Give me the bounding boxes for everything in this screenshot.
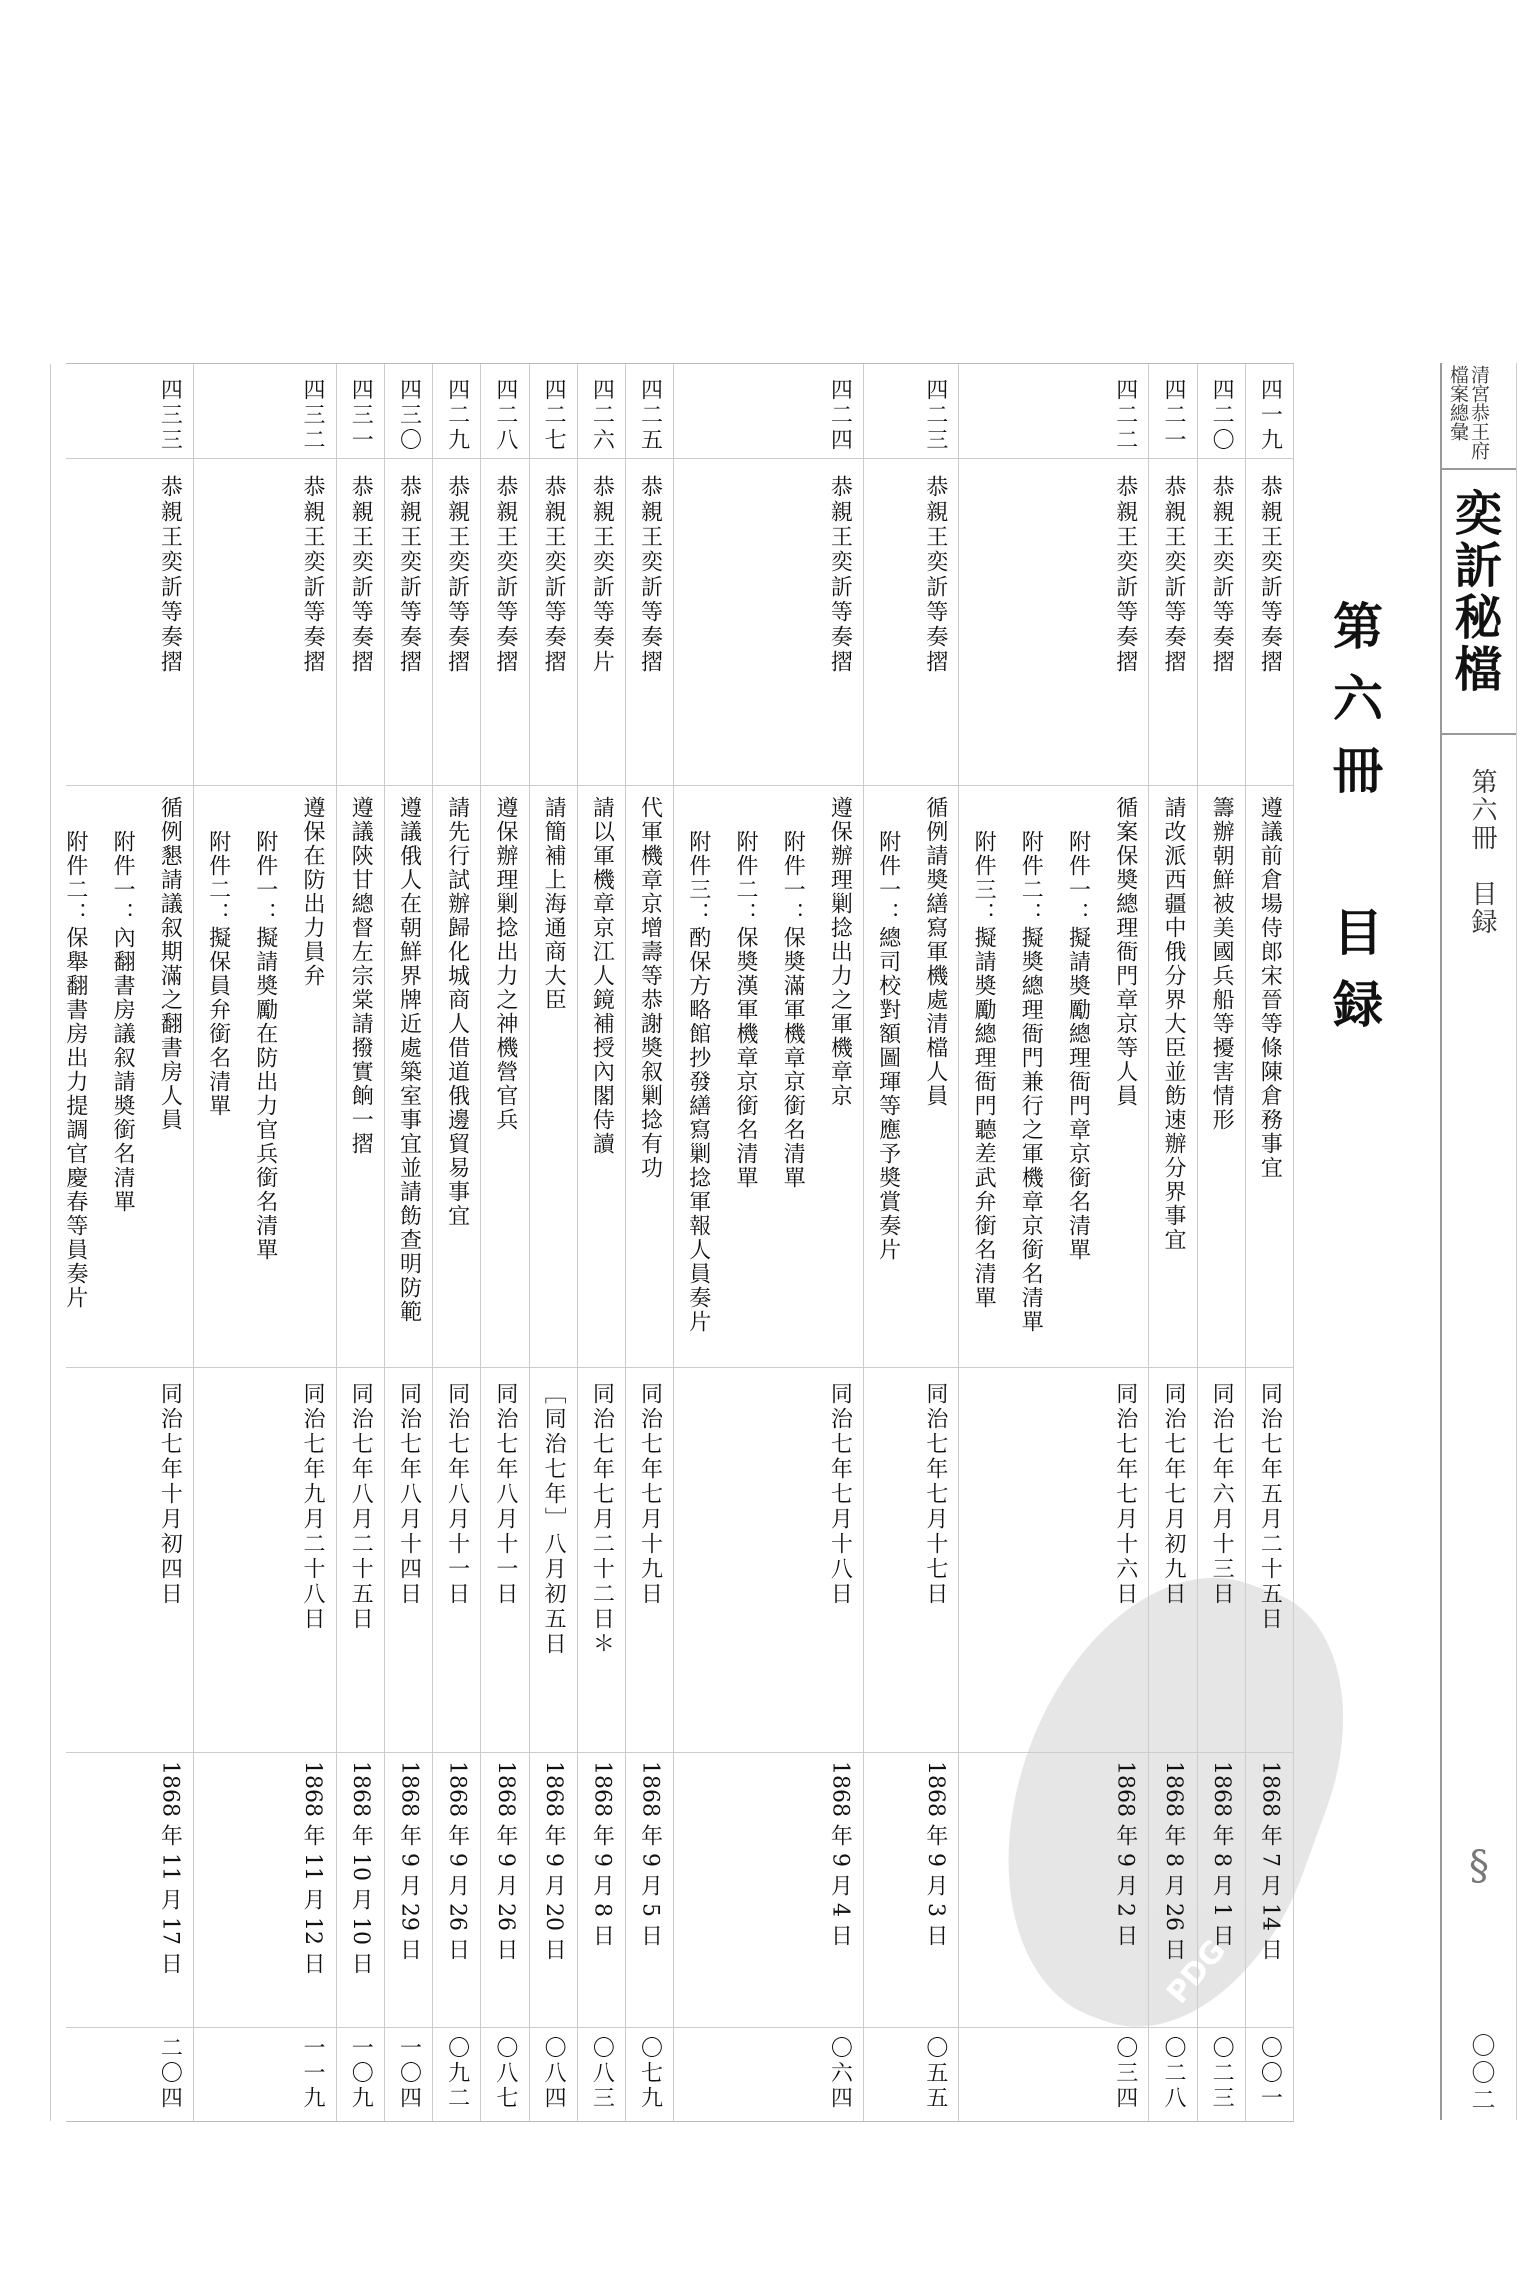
document-type: 恭親王奕訢等奏摺 (492, 475, 518, 675)
page-reference: 一一九 (300, 2036, 326, 2111)
document-subject: 遵議陝甘總督左宗棠請撥實餉一摺 (348, 796, 374, 1156)
page-reference-cell (626, 2028, 673, 2121)
document-subject-cell (1149, 786, 1196, 1368)
date-chinese-cell (1149, 1368, 1196, 1753)
entry-main-column (530, 364, 577, 2121)
page-reference: 〇〇一 (1257, 2036, 1283, 2111)
library-seal-watermark: PDG (950, 1533, 1389, 2068)
document-type-cell (433, 459, 480, 786)
attachment-column (1007, 364, 1054, 2121)
date-western-cell (146, 1753, 193, 2028)
date-western: 1868 年 9 月 3 日 (922, 1761, 948, 1946)
document-subject-cell (337, 786, 384, 1368)
attachment-title: 附件二：擬保員弁銜名清單 (205, 830, 231, 1118)
document-number: 四三一 (348, 378, 374, 453)
table-row[interactable] (1197, 364, 1245, 2121)
date-chinese: 同治七年八月十一日 (444, 1382, 470, 1607)
table-row[interactable] (432, 364, 480, 2121)
document-type: 恭親王奕訢等奏摺 (348, 475, 374, 675)
document-type: 恭親王奕訢等奏摺 (157, 475, 183, 675)
attachment-title-cell (864, 786, 911, 1368)
document-type: 恭親王奕訢等奏摺 (827, 475, 853, 675)
attachment-title-cell (99, 786, 146, 1368)
attachment-column (1054, 364, 1101, 2121)
page-reference-cell (1149, 2028, 1196, 2121)
page-reference-cell (385, 2028, 432, 2121)
document-type: 恭親王奕訢等奏摺 (1160, 475, 1186, 675)
document-type: 恭親王奕訢等奏摺 (922, 475, 948, 675)
attachment-title: 附件二：保奬漢軍機章京銜名清單 (732, 830, 758, 1190)
date-western: 1868 年 9 月 20 日 (541, 1761, 567, 1960)
document-number: 四一九 (1257, 378, 1283, 453)
attachment-column (721, 364, 768, 2121)
document-number: 四二九 (444, 378, 470, 453)
attachment-column (674, 364, 721, 2121)
date-chinese-cell (288, 1368, 335, 1753)
attachment-column (864, 364, 911, 2121)
document-subject: 循案保奬總理衙門章京等人員 (1112, 796, 1138, 1108)
document-subject: 循例請奬繕寫軍機處清檔人員 (922, 796, 948, 1108)
document-subject: 遵保辦理剿捻出力之軍機章京 (827, 796, 853, 1108)
document-type-cell (1149, 459, 1196, 786)
document-subject-cell (146, 786, 193, 1368)
page-reference-cell (578, 2028, 625, 2121)
divider (1442, 468, 1516, 470)
document-subject-cell (385, 786, 432, 1368)
date-chinese-cell (433, 1368, 480, 1753)
date-western-cell (911, 1753, 958, 2028)
table-row[interactable] (577, 364, 625, 2121)
page-reference: 二〇四 (157, 2036, 183, 2111)
document-number-cell (288, 364, 335, 459)
date-western: 1868 年 8 月 26 日 (1160, 1761, 1186, 1960)
table-row[interactable] (336, 364, 384, 2121)
date-western-cell (578, 1753, 625, 2028)
date-western-cell (337, 1753, 384, 2028)
date-chinese-cell (146, 1368, 193, 1753)
entry-main-column (1101, 364, 1148, 2121)
table-row[interactable] (1148, 364, 1196, 2121)
series-title (1448, 365, 1488, 460)
date-chinese: 同治七年七月十八日 (827, 1382, 853, 1607)
date-chinese: 同治七年八月二十五日 (348, 1382, 374, 1632)
attachment-title-cell (721, 786, 768, 1368)
page-reference-cell (146, 2028, 193, 2121)
document-type: 恭親王奕訢等奏摺 (1112, 475, 1138, 675)
page-reference-cell (1198, 2028, 1245, 2121)
document-number: 四二〇 (1209, 378, 1235, 453)
entry-main-column (1246, 364, 1293, 2121)
date-chinese: 同治七年九月二十八日 (300, 1382, 326, 1632)
document-subject: 循例懇請議叙期滿之翻書房人員 (157, 796, 183, 1132)
table-row[interactable] (193, 364, 336, 2121)
date-western: 1868 年 8 月 1 日 (1209, 1761, 1235, 1946)
document-number: 四二二 (1112, 378, 1138, 453)
page-title (1318, 600, 1384, 1050)
attachment-title-cell (241, 786, 288, 1368)
contents-heading: 目録 (1325, 906, 1384, 1050)
page-reference: 〇八七 (492, 2036, 518, 2111)
volume-label: 第六冊 目録 (1467, 768, 1497, 936)
document-number: 四二四 (827, 378, 853, 453)
document-number: 四三三 (157, 378, 183, 453)
page-reference-cell (288, 2028, 335, 2121)
attachment-title: 附件一：內翻書房議叙請奬銜名清單 (110, 830, 136, 1214)
document-type: 恭親王奕訢等奏摺 (1257, 475, 1283, 675)
date-western: 1868 年 9 月 29 日 (396, 1761, 422, 1960)
document-subject: 遵保在防出力員弁 (300, 796, 326, 988)
document-number: 四二六 (589, 378, 615, 453)
date-western: 1868 年 9 月 26 日 (444, 1761, 470, 1960)
attachment-column (99, 364, 146, 2121)
date-western-cell (626, 1753, 673, 2028)
date-chinese-cell (337, 1368, 384, 1753)
page-reference-cell (1246, 2028, 1293, 2121)
document-type-cell (578, 459, 625, 786)
date-western: 1868 年 11 月 17 日 (157, 1761, 183, 1974)
document-subject: 請先行試辦歸化城商人借道俄邊貿易事宜 (444, 796, 470, 1228)
document-type: 恭親王奕訢等奏摺 (444, 475, 470, 675)
date-western-cell (816, 1753, 863, 2028)
document-subject: 籌辦朝鮮被美國兵船等擾害情形 (1209, 796, 1235, 1132)
attachment-column (769, 364, 816, 2121)
entry-main-column (1198, 364, 1245, 2121)
attachment-column (959, 364, 1006, 2121)
date-western-cell (288, 1753, 335, 2028)
attachment-column (194, 364, 241, 2121)
attachment-column (51, 364, 98, 2121)
page-number: 〇〇二 (1467, 2033, 1495, 2114)
document-number-cell (1149, 364, 1196, 459)
attachment-title: 附件三：擬請奬勵總理衙門聽差武弁銜名清單 (971, 830, 997, 1310)
attachment-title: 附件二：保舉翻書房出力提調官慶春等員奏片 (62, 830, 88, 1310)
entry-main-column (146, 364, 193, 2121)
document-number-cell (385, 364, 432, 459)
document-subject-cell (288, 786, 335, 1368)
document-subject-cell (433, 786, 480, 1368)
document-subject-cell (1101, 786, 1148, 1368)
page-reference: 〇六四 (827, 2036, 853, 2111)
date-chinese: 同治七年八月十四日 (396, 1382, 422, 1607)
document-subject-cell (816, 786, 863, 1368)
date-chinese: 同治七年七月十七日 (922, 1382, 948, 1607)
document-subject-cell (1246, 786, 1293, 1368)
page-reference-cell (1101, 2028, 1148, 2121)
document-subject-cell (911, 786, 958, 1368)
contents-table (62, 363, 1294, 2122)
entry-main-column (816, 364, 863, 2121)
document-number: 四三〇 (396, 378, 422, 453)
table-row[interactable] (958, 364, 1148, 2121)
date-chinese-cell (530, 1368, 577, 1753)
table-row[interactable] (625, 364, 673, 2121)
document-number-cell (433, 364, 480, 459)
date-chinese-cell (385, 1368, 432, 1753)
date-western-cell (530, 1753, 577, 2028)
document-subject: 遵保辦理剿捻出力之神機營官兵 (492, 796, 518, 1132)
document-subject: 遵議俄人在朝鮮界牌近處築室事宜並請飭查明防範 (396, 796, 422, 1324)
entry-main-column (288, 364, 335, 2121)
date-chinese-cell (578, 1368, 625, 1753)
document-type-cell (385, 459, 432, 786)
document-type-cell (481, 459, 528, 786)
document-type-cell (1246, 459, 1293, 786)
page-reference-cell (433, 2028, 480, 2121)
page-reference: 〇八四 (541, 2036, 567, 2111)
document-type: 恭親王奕訢等奏摺 (637, 475, 663, 675)
document-number-cell (911, 364, 958, 459)
document-number-cell (481, 364, 528, 459)
date-western-cell (385, 1753, 432, 2028)
date-western-cell (433, 1753, 480, 2028)
entry-main-column (433, 364, 480, 2121)
document-type: 恭親王奕訢等奏摺 (1209, 475, 1235, 675)
document-type-cell (146, 459, 193, 786)
attachment-title-cell (1007, 786, 1054, 1368)
entry-main-column (481, 364, 528, 2121)
document-number: 四二三 (922, 378, 948, 453)
date-western: 1868 年 7 月 14 日 (1257, 1761, 1283, 1960)
attachment-title: 附件一：擬請奬勵總理衙門章京銜名清單 (1065, 830, 1091, 1262)
entry-main-column (385, 364, 432, 2121)
date-western-cell (1198, 1753, 1245, 2028)
document-subject: 請簡補上海通商大臣 (541, 796, 567, 1012)
entry-main-column (337, 364, 384, 2121)
entry-main-column (911, 364, 958, 2121)
document-type-cell (530, 459, 577, 786)
date-chinese-cell (1101, 1368, 1148, 1753)
document-type-cell (911, 459, 958, 786)
document-subject: 請以軍機章京江人鏡補授內閣侍讀 (589, 796, 615, 1156)
date-chinese: 同治七年八月十一日 (492, 1382, 518, 1607)
document-type: 恭親王奕訢等奏片 (589, 475, 615, 675)
document-number-cell (530, 364, 577, 459)
page-reference: 〇九二 (444, 2036, 470, 2111)
date-chinese: ［同治七年］八月初五日 (541, 1382, 567, 1657)
ornament-icon: § (1456, 1843, 1502, 1889)
document-type-cell (288, 459, 335, 786)
page-reference: 一〇四 (396, 2036, 422, 2111)
document-number-cell (1101, 364, 1148, 459)
attachment-title-cell (674, 786, 721, 1368)
document-number-cell (578, 364, 625, 459)
document-type-cell (337, 459, 384, 786)
attachment-title-cell (1054, 786, 1101, 1368)
page-reference: 〇二八 (1160, 2036, 1186, 2111)
attachment-title-cell (51, 786, 98, 1368)
document-type-cell (816, 459, 863, 786)
table-row[interactable] (529, 364, 577, 2121)
document-subject: 請改派西疆中俄分界大臣並飭速辦分界事宜 (1160, 796, 1186, 1252)
entry-main-column (578, 364, 625, 2121)
document-number: 四二八 (492, 378, 518, 453)
attachment-title-cell (194, 786, 241, 1368)
date-western: 1868 年 9 月 4 日 (827, 1761, 853, 1946)
document-number-cell (1198, 364, 1245, 459)
document-subject: 遵議前倉場侍郎宋晉等條陳倉務事宜 (1257, 796, 1283, 1180)
attachment-title: 附件二：擬奬總理衙門兼行之軍機章京銜名清單 (1018, 830, 1044, 1334)
attachment-title: 附件一：擬請奬勵在防出力官兵銜名清單 (252, 830, 278, 1262)
date-western: 1868 年 11 月 12 日 (300, 1761, 326, 1974)
date-chinese: 同治七年七月十九日 (637, 1382, 663, 1607)
document-type-cell (1198, 459, 1245, 786)
entry-main-column (626, 364, 673, 2121)
page-reference: 〇三四 (1112, 2036, 1138, 2111)
page-reference: 〇八三 (589, 2036, 615, 2111)
date-chinese-cell (481, 1368, 528, 1753)
date-western: 1868 年 9 月 2 日 (1112, 1761, 1138, 1946)
table-row[interactable] (1245, 364, 1294, 2121)
running-header (1440, 363, 1517, 2120)
page-reference: 一〇九 (348, 2036, 374, 2111)
document-type: 恭親王奕訢等奏摺 (541, 475, 567, 675)
date-western-cell (1149, 1753, 1196, 2028)
document-number-cell (337, 364, 384, 459)
attachment-title: 附件一：保奬滿軍機章京銜名清單 (780, 830, 806, 1190)
table-row[interactable] (480, 364, 528, 2121)
series-title-line: 檔案總彙 (1447, 365, 1469, 441)
table-row[interactable] (863, 364, 958, 2121)
date-chinese: 同治七年十月初四日 (157, 1382, 183, 1607)
document-number-cell (1246, 364, 1293, 459)
document-subject-cell (1198, 786, 1245, 1368)
document-type-cell (626, 459, 673, 786)
table-row[interactable] (50, 364, 193, 2121)
document-number-cell (626, 364, 673, 459)
page-reference: 〇七九 (637, 2036, 663, 2111)
page-reference: 〇五五 (922, 2036, 948, 2111)
date-chinese: 同治七年六月十三日 (1209, 1382, 1235, 1607)
date-western: 1868 年 9 月 5 日 (637, 1761, 663, 1946)
date-chinese: 同治七年七月十六日 (1112, 1382, 1138, 1607)
date-chinese: 同治七年五月二十五日 (1257, 1382, 1283, 1632)
attachment-title: 附件三：酌保方略館抄發繕寫剿捻軍報人員奏片 (685, 830, 711, 1334)
document-subject-cell (530, 786, 577, 1368)
attachment-column (241, 364, 288, 2121)
page-reference-cell (481, 2028, 528, 2121)
document-type: 恭親王奕訢等奏摺 (300, 475, 326, 675)
document-number-cell (146, 364, 193, 459)
date-chinese: 同治七年七月初九日 (1160, 1382, 1186, 1607)
date-western: 1868 年 9 月 8 日 (589, 1761, 615, 1946)
document-number-cell (816, 364, 863, 459)
table-row[interactable] (673, 364, 863, 2121)
date-chinese: 同治七年七月二十二日＊ (589, 1382, 615, 1657)
date-western-cell (1101, 1753, 1148, 2028)
page-reference: 〇二三 (1209, 2036, 1235, 2111)
document-subject-cell (481, 786, 528, 1368)
date-western: 1868 年 9 月 26 日 (492, 1761, 518, 1960)
attachment-title-cell (769, 786, 816, 1368)
date-chinese-cell (626, 1368, 673, 1753)
date-western-cell (481, 1753, 528, 2028)
date-chinese-cell (816, 1368, 863, 1753)
divider (1442, 733, 1516, 735)
date-chinese-cell (911, 1368, 958, 1753)
document-type-cell (1101, 459, 1148, 786)
date-chinese-cell (1198, 1368, 1245, 1753)
document-type: 恭親王奕訢等奏摺 (396, 475, 422, 675)
date-western-cell (1246, 1753, 1293, 2028)
series-title-line: 清宮恭王府 (1468, 365, 1490, 460)
volume-heading: 第六冊 (1325, 600, 1384, 816)
page-reference-cell (337, 2028, 384, 2121)
document-subject-cell (578, 786, 625, 1368)
attachment-title-cell (959, 786, 1006, 1368)
document-number: 四三二 (300, 378, 326, 453)
page-reference-cell (816, 2028, 863, 2121)
date-chinese-cell (1246, 1368, 1293, 1753)
document-number: 四二五 (637, 378, 663, 453)
document-number: 四二七 (541, 378, 567, 453)
page-reference-cell (911, 2028, 958, 2121)
date-western: 1868 年 10 月 10 日 (348, 1761, 374, 1974)
page-reference-cell (530, 2028, 577, 2121)
book-title: 奕訢秘檔 (1446, 488, 1502, 696)
document-number: 四二一 (1160, 378, 1186, 453)
document-subject: 代軍機章京增壽等恭謝奬叙剿捻有功 (637, 796, 663, 1180)
document-subject-cell (626, 786, 673, 1368)
table-row[interactable] (384, 364, 432, 2121)
attachment-title: 附件一：總司校對額圖琿等應予奬賞奏片 (875, 830, 901, 1262)
entry-main-column (1149, 364, 1196, 2121)
